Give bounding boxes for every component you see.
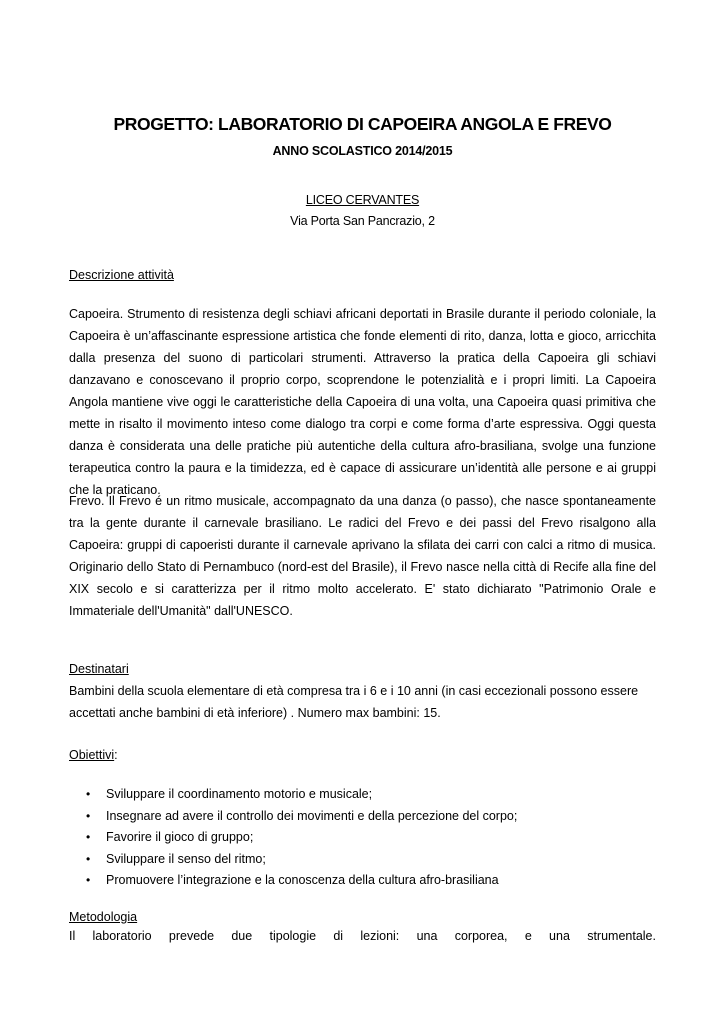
word: corporea,: [454, 929, 508, 943]
word: e: [524, 929, 532, 943]
school-name: LICEO CERVANTES: [305, 193, 420, 207]
bullet-icon: •: [86, 787, 91, 801]
paragraph-metodologia: [69, 929, 656, 943]
objective-text: Promuovere l’integrazione e la conoscenza della cultura afro-brasiliana: [106, 873, 499, 887]
word: lezioni:: [360, 929, 400, 943]
word: laboratorio: [92, 929, 152, 943]
word: due: [231, 929, 253, 943]
paragraph-frevo: [69, 490, 656, 622]
capoeira-lead: Capoeira.: [69, 307, 124, 321]
objective-text: Favorire il gioco di gruppo;: [106, 830, 254, 844]
list-item: [69, 849, 656, 871]
capoeira-text: Strumento di resistenza degli schiavi africani deportati in Brasile durante il periodo coloniale, la Capoeira è un’affascinante espressione artistica che fonde elementi di rito, danza, lotta e gioco, arricchita dalla presenza del suono di particolari strumenti. Attraverso la pratica della Capoeira gli schiavi danzavano e conoscevano il proprio corpo, scoprendone le potenzialità e i propri limiti. La Capoeira Angola mantiene vive oggi le caratteristiche della Capoeira di una volta, una Capoeira quasi primitiva che mette in risalto il movimento inteso come dialogo tra corpi e come forma d’arte espressiva. Oggi questa danza è considerata una delle pratiche più autentiche della cultura afro-brasiliana, svolge una funzione terapeutica contro la paura e la timidezza, ed è capace di assicurare un’identità alle persone e ai gruppi che la praticano.: [69, 307, 656, 497]
word: di: [333, 929, 344, 943]
word: una: [549, 929, 570, 943]
obiettivi-heading-label: Obiettivi: [69, 748, 115, 762]
obiettivi-heading-suffix: :: [114, 748, 118, 762]
paragraph-capoeira: [69, 303, 656, 501]
objective-text: Insegnare ad avere il controllo dei movimenti e della percezione del corpo;: [106, 808, 518, 823]
objectives-list: [69, 784, 656, 892]
bullet-icon: •: [86, 830, 91, 844]
list-item: [69, 827, 656, 849]
objective-text: Sviluppare il coordinamento motorio e musicale;: [106, 787, 373, 801]
frevo-text: . Il Frevo é un ritmo musicale, accompagnato da una danza (o passo), che nasce spontaneamente tra la gente durante il carnevale brasiliano. Le radici del Frevo e dei passi del Frevo risalgono alla Capoeira: gruppi di capoeristi durante il carnevale aprivano la sfilata dei carri con calci a ritmo di musica. Originario dello Stato di Pernambuco (nord-est del Brasile), il Frevo nasce nella città di Recife alla fine del XIX secolo e si caratterizza per il ritmo molto accelerato. E' stato dichiarato "Patrimonio Orale e Immateriale dell'Umanità" dall'UNESCO.: [69, 494, 656, 618]
bullet-icon: •: [86, 873, 91, 887]
word: tipologie: [269, 929, 317, 943]
word: strumentale.: [587, 929, 656, 943]
school-year: ANNO SCOLASTICO 2014/2015: [272, 144, 453, 158]
section-heading-obiettivi: [69, 748, 118, 762]
word: prevede: [168, 929, 215, 943]
list-item: [69, 870, 656, 892]
objective-text: Sviluppare il senso del ritmo;: [106, 851, 266, 866]
school-address: Via Porta San Pancrazio, 2: [290, 214, 435, 228]
section-heading-descrizione: Descrizione attività: [69, 268, 174, 282]
document-title: PROGETTO: LABORATORIO DI CAPOEIRA ANGOLA E FREVO: [113, 114, 612, 134]
section-heading-metodologia: Metodologia: [69, 910, 138, 924]
word: Il: [69, 929, 76, 943]
frevo-lead: Frevo: [69, 494, 101, 508]
word: una: [416, 929, 438, 943]
bullet-icon: •: [86, 851, 91, 866]
list-item: [69, 806, 656, 828]
list-item: [69, 784, 656, 806]
bullet-icon: •: [86, 808, 91, 823]
section-heading-destinatari: Destinatari: [69, 662, 129, 676]
paragraph-destinatari: Bambini della scuola elementare di età compresa tra i 6 e i 10 anni (in casi eccezionali possono essere accettati anche bambini di età inferiore) . Numero max bambini: 15.: [69, 684, 639, 720]
